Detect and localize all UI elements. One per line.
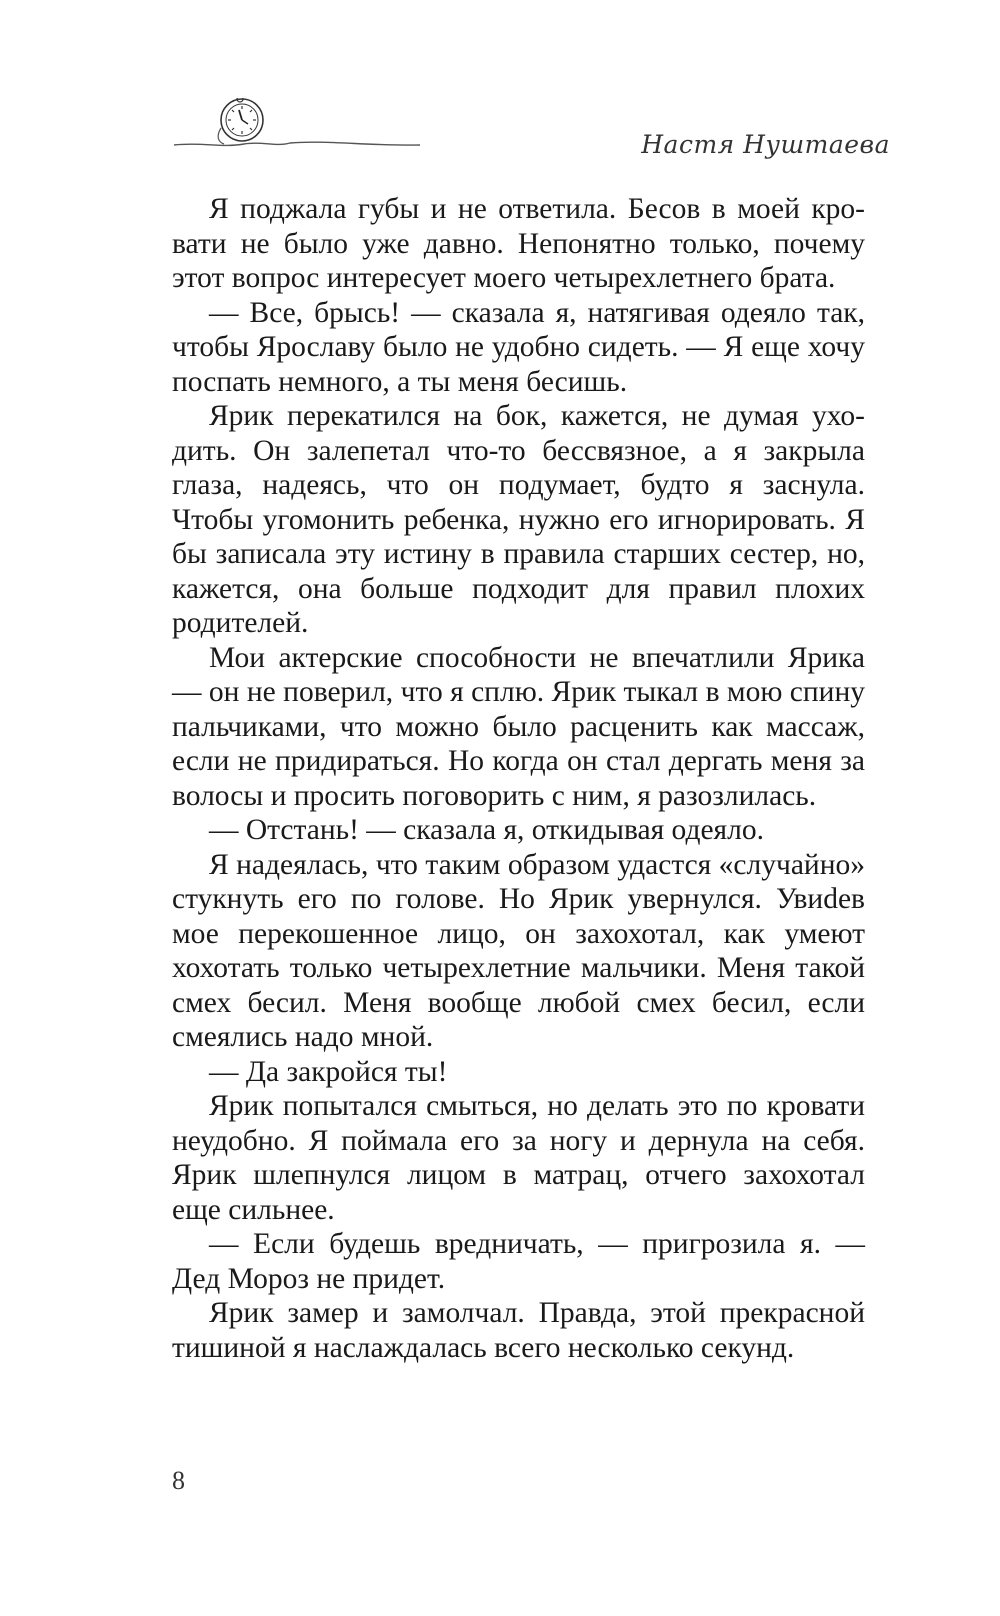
paragraph: Я поджала губы и не ответила. Бесов в моей кровати не было уже давно. Непонятно только, почему этот вопрос интересует моего четырехлетнего брата. — [172, 193, 865, 294]
paragraph: Я надеялась, что таким образом удастся «случайно» стукнуть его по голове. Но Ярик увернулся. Увиdев мое перекошенное лицо, он захохотал, как умеют хохотать только четырехлетние мальчики. Меня такой смех бесил. Меня вообще любой смех бесил, если смеялись надо мной. — [172, 848, 865, 1053]
paragraph: — Да закройся ты! — [209, 1055, 448, 1088]
paragraph: Мои актерские способности не впечатлили Ярика — он не поверил, что я сплю. Ярик тыкал в мою спину пальчиками, что можно было расценить как массаж, если не придираться. Но когда он стал дергать меня за волосы и просить поговорить с ним, я разозлилась. — [172, 641, 865, 812]
pocket-watch-icon — [172, 98, 422, 158]
paragraph: — Отстань! — сказала я, откидывая одеяло. — [209, 814, 764, 846]
paragraph: Ярик перекатился на бок, кажется, не думая уходить. Он залепетал что-то бессвязное, а я закрыла глаза, надеясь, что он подумает, будто я заснула. Чтобы угомонить ребенка, нужно его игнорировать. Я бы записала эту истину в правила старших сестер, но, кажется, она больше подходит для правил плохих родителей. — [172, 400, 865, 639]
paragraph: Ярик замер и замолчал. Правда, этой прекрасной тишиной я наслаждалась всего несколько секунд. — [172, 1297, 865, 1364]
page-number: 8 — [172, 1466, 185, 1495]
body-text — [172, 192, 865, 1365]
paragraph: — Если будешь вредничать, — пригрозила я. — Дед Мороз не придет. — [172, 1228, 865, 1295]
paragraph: — Все, брысь! — сказала я, натягивая одеяло так, чтобы Ярославу было не удобно сидеть. — Я еще хочу поспать немного, а ты меня бесишь. — [172, 296, 865, 398]
paragraph: Ярик попытался смыться, но делать это по кровати неудобно. Я поймала его за ногу и дернула на себя. Ярик шлепнулся лицом в матрац, отчего захохотал еще сильнее. — [172, 1090, 865, 1226]
running-head: Настя Нуштаева — [641, 130, 890, 159]
